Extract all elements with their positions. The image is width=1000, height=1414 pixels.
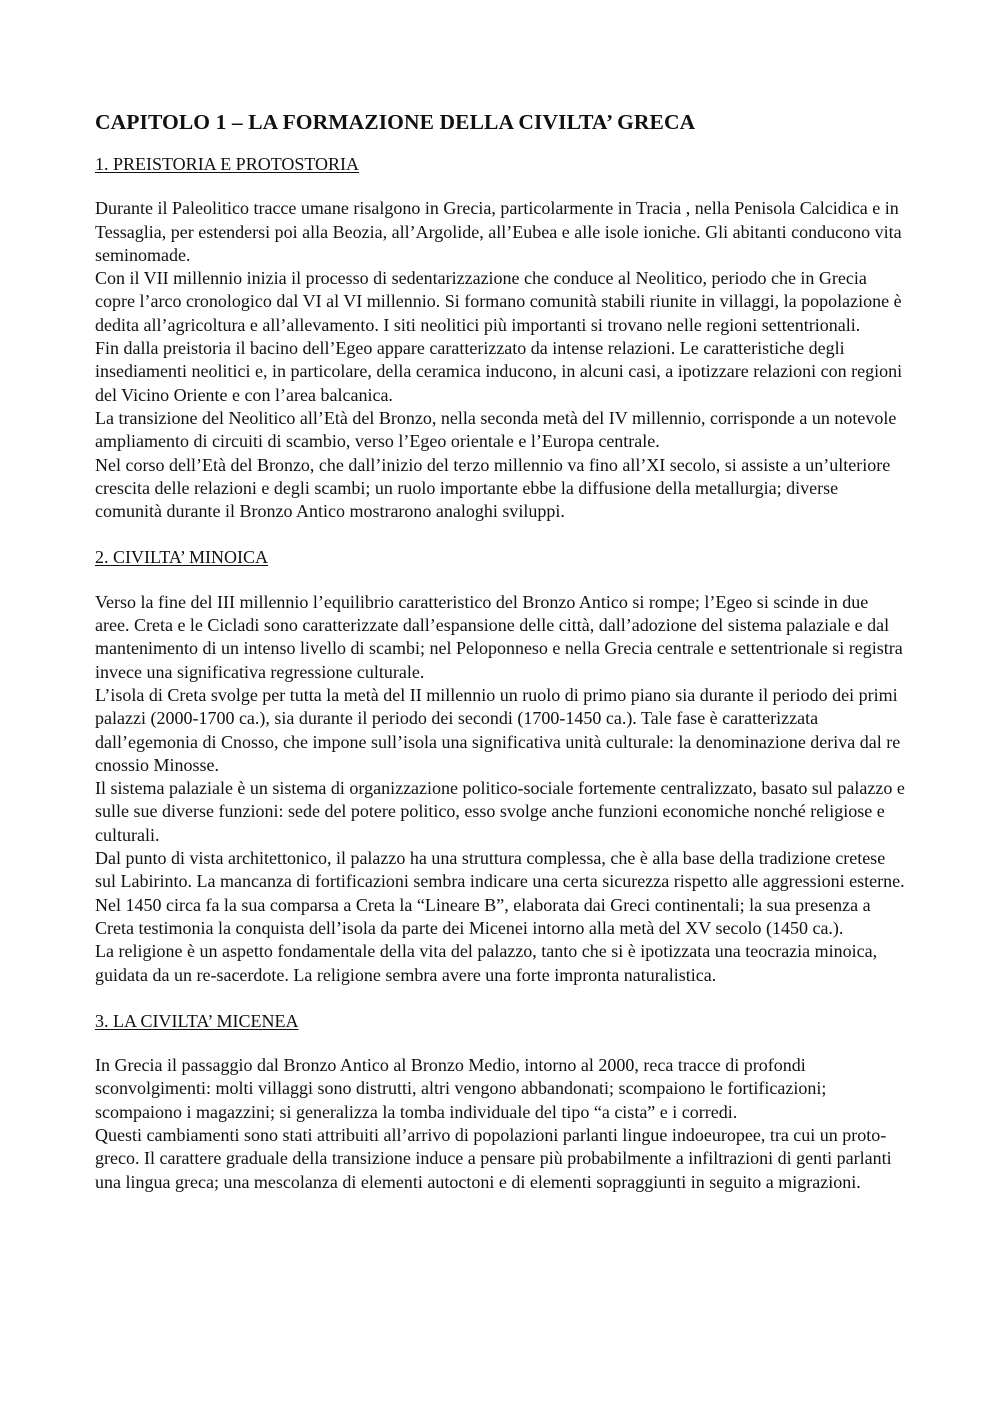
paragraph: Durante il Paleolitico tracce umane risalgono in Grecia, particolarmente in Tracia , nella Penisola Calcidica e in Tessaglia, per estendersi poi alla Beozia, all’Argolide, all’Eubea e alle isole ioniche. Gli abitanti conducono vita seminomade.: [95, 198, 902, 265]
section-heading: 3. LA CIVILTA’ MICENEA: [95, 1010, 299, 1031]
paragraph: Questi cambiamenti sono stati attribuiti all’arrivo di popolazioni parlanti lingue indoeuropee, tra cui un proto-greco. Il carattere graduale della transizione induce a pensare più probabilmente a infiltrazioni di genti parlanti una lingua greca; una mescolanza di elementi autoctoni e di elementi sopraggiunti in seguito a migrazioni.: [95, 1124, 892, 1192]
paragraph: Verso la fine del III millennio l’equilibrio caratteristico del Bronzo Antico si rompe; l’Egeo si scinde in due aree. Creta e le Cicladi sono caratterizzate dall’espansione delle città, dall’adozione del sistema palaziale e dal mantenimento di un intenso livello di scambi; nel Peloponneso e nella Grecia centrale e settentrionale si registra invece una significativa regressione culturale.: [95, 591, 903, 682]
paragraph: La religione è un aspetto fondamentale della vita del palazzo, tanto che si è ipotizzata una teocrazia minoica, guidata da un re-sacerdote. La religione sembra avere una forte impronta naturalistica.: [95, 941, 878, 985]
paragraph: Con il VII millennio inizia il processo di sedentarizzazione che conduce al Neolitico, periodo che in Grecia copre l’arco cronologico dal VI al VI millennio. Si formano comunità stabili riunite in villaggi, la popolazione è dedita all’agricoltura e all’allevamento. I siti neolitici più importanti si trovano nelle regioni settentrionali.: [95, 268, 902, 335]
section-body: [95, 1054, 907, 1194]
section-body: [95, 197, 907, 523]
paragraph: Nel 1450 circa fa la sua comparsa a Creta la “Lineare B”, elaborata dai Greci continentali; la sua presenza a Creta testimonia la conquista dell’isola da parte dei Micenei intorno alla metà del XV secolo (1450 ca.).: [95, 894, 871, 938]
paragraph: Nel corso dell’Età del Bronzo, che dall’inizio del terzo millennio va fino all’XI secolo, si assiste a un’ulteriore crescita delle relazioni e degli scambi; un ruolo importante ebbe la diffusione della metallurgia; diverse comunità durante il Bronzo Antico mostrarono analoghi sviluppi.: [95, 454, 891, 522]
document-title: CAPITOLO 1 – LA FORMAZIONE DELLA CIVILTA’ GRECA: [95, 110, 696, 134]
section-heading: 2. CIVILTA’ MINOICA: [95, 547, 269, 568]
section-preistoria: [95, 153, 907, 523]
document-page: [95, 108, 907, 1194]
section-minoica: [95, 546, 907, 986]
paragraph: La transizione del Neolitico all’Età del Bronzo, nella seconda metà del IV millennio, corrisponde a un notevole ampliamento di circuiti di scambio, verso l’Egeo orientale e l’Europa centrale.: [95, 407, 897, 452]
paragraph: Il sistema palaziale è un sistema di organizzazione politico-sociale fortemente centralizzato, basato sul palazzo e sulle sue diverse funzioni: sede del potere politico, esso svolge anche funzioni economiche nonché religiose e culturali.: [95, 778, 905, 845]
section-heading: 1. PREISTORIA E PROTOSTORIA: [95, 154, 360, 174]
paragraph: In Grecia il passaggio dal Bronzo Antico al Bronzo Medio, intorno al 2000, reca tracce di profondi sconvolgimenti: molti villaggi sono distrutti, altri vengono abbandonati; scompaiono le fortificazioni; scompaiono i magazzini; si generalizza la tomba individuale del tipo “a cista” e i corredi.: [95, 1055, 827, 1122]
paragraph: Fin dalla preistoria il bacino dell’Egeo appare caratterizzato da intense relazioni. Le caratteristiche degli insediamenti neolitici e, in particolare, della ceramica inducono, in alcuni casi, a ipotizzare relazioni con regioni del Vicino Oriente e con l’area balcanica.: [95, 338, 903, 405]
section-micenea: [95, 1010, 907, 1194]
section-body: [95, 591, 907, 987]
paragraph: L’isola di Creta svolge per tutta la metà del II millennio un ruolo di primo piano sia durante il periodo dei primi palazzi (2000-1700 ca.), sia durante il periodo dei secondi (1700-1450 ca.). Tale fase è caratterizzata dall’egemonia di Cnosso, che impone sull’isola una significativa unità culturale: la denominazione deriva dal re cnossio Minosse.: [95, 684, 901, 775]
paragraph: Dal punto di vista architettonico, il palazzo ha una struttura complessa, che è alla base della tradizione cretese sul Labirinto. La mancanza di fortificazioni sembra indicare una certa sicurezza rispetto alle aggressioni esterne.: [95, 848, 905, 892]
